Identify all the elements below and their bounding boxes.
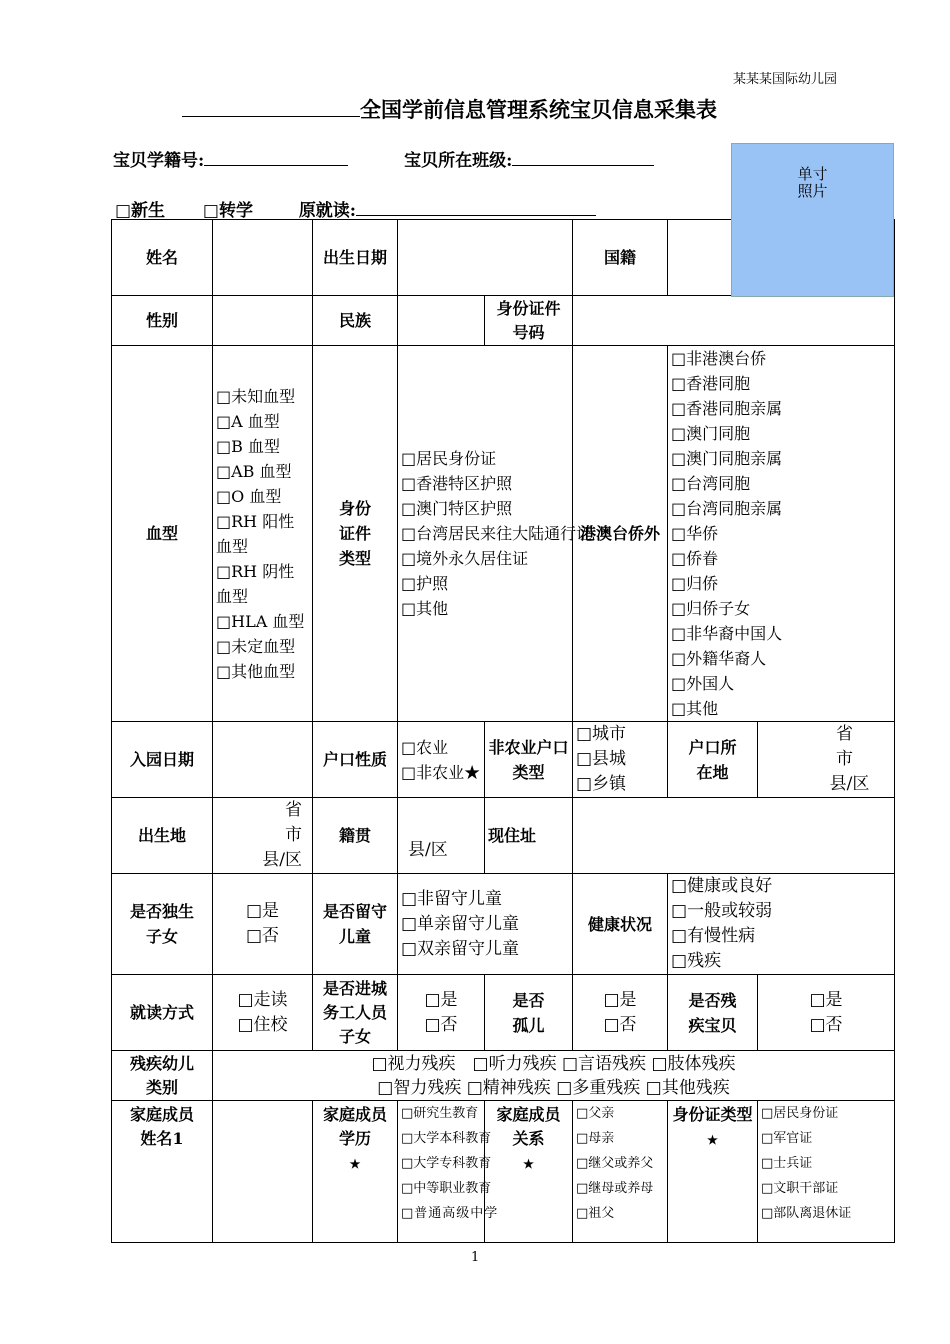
label-orphan: 是否孤儿 [485, 975, 573, 1051]
overseas-opt[interactable]: □香港同胞 [671, 374, 751, 393]
label-health: 健康状况 [573, 874, 668, 975]
hukou-nature-options [398, 722, 485, 798]
label-hukou-location: 户口所在地 [668, 722, 758, 798]
blood-opt[interactable]: □RH 阳性血型 [216, 511, 295, 556]
label-family-relation: 家庭成员关系 ★ [485, 1101, 573, 1243]
native-place-input[interactable]: 县/区 [398, 798, 485, 874]
family-id-opt[interactable]: □部队离退休证 [761, 1206, 852, 1221]
migrant-options [398, 975, 485, 1051]
label-overseas: 港澳台侨外 [573, 346, 668, 722]
overseas-options [668, 346, 895, 722]
left-behind-opt[interactable]: □双亲留守儿童 [401, 938, 520, 959]
label-birth-date: 出生日期 [313, 220, 398, 296]
page-number: 1 [471, 1250, 480, 1265]
family-relation-options [573, 1101, 668, 1243]
label-gender: 性别 [112, 296, 213, 346]
hukou-location-input[interactable]: 省 市 县/区 [758, 722, 895, 798]
hukou-opt[interactable]: □农业 [401, 737, 449, 757]
enroll-date-input[interactable] [213, 722, 313, 798]
label-only-child: 是否独生子女 [112, 874, 213, 975]
disability-line-1[interactable]: □视力残疾 □听力残疾 □言语残疾 □肢体残疾 [371, 1053, 736, 1074]
commute-options [213, 975, 313, 1051]
left-behind-options [398, 874, 573, 975]
student-no-field[interactable] [204, 149, 348, 166]
edu-opt[interactable]: □大学专科教育 [401, 1156, 492, 1171]
edu-opt[interactable]: □中等职业教育 [401, 1181, 492, 1196]
only-child-yes[interactable]: □是 [245, 901, 280, 921]
overseas-opt[interactable]: □外国人 [671, 674, 735, 693]
overseas-opt[interactable]: □台湾同胞 [671, 474, 751, 493]
overseas-opt[interactable]: □香港同胞亲属 [671, 399, 783, 418]
only-child-options [213, 874, 313, 975]
relation-opt[interactable]: □母亲 [576, 1131, 615, 1146]
id-type-options [398, 346, 593, 722]
overseas-opt[interactable]: □非华裔中国人 [671, 624, 783, 643]
blood-opt[interactable]: □未知血型 [216, 386, 296, 406]
prev-school-field[interactable] [356, 199, 596, 216]
label-nonagri-type: 非农业户口类型 [485, 722, 573, 798]
label-native-place: 籍贯 [313, 798, 398, 874]
nonagri-options [573, 722, 668, 798]
label-blood: 血型 [112, 346, 213, 722]
orphan-yes[interactable]: □是 [603, 989, 637, 1010]
only-child-no[interactable]: □否 [245, 926, 280, 946]
disability-line-2[interactable]: □智力残疾 □精神残疾 □多重残疾 □其他残疾 [377, 1077, 730, 1098]
label-address: 现住址 [485, 798, 573, 874]
edu-opt[interactable]: □大学本科教育 [401, 1131, 492, 1146]
page-title: 全国学前信息管理系统宝贝信息采集表 [182, 94, 717, 124]
blood-opt[interactable]: □O 血型 [216, 486, 282, 506]
id-number-input[interactable] [573, 296, 895, 346]
hukou-opt[interactable]: □非农业★ [401, 762, 481, 782]
left-behind-opt[interactable]: □非留守儿童 [401, 888, 503, 909]
label-family-id-type: 身份证类型★ [668, 1101, 758, 1243]
class-field[interactable] [512, 149, 654, 166]
overseas-opt[interactable]: □归侨 [671, 574, 719, 593]
family-id-opt[interactable]: □文职干部证 [761, 1181, 839, 1196]
commute-opt[interactable]: □走读 [237, 989, 288, 1010]
family-id-opt[interactable]: □士兵证 [761, 1156, 813, 1171]
birthplace-input[interactable]: 省 市 县/区 [213, 798, 313, 874]
family-id-type-options [758, 1101, 895, 1243]
label-family-edu: 家庭成员学历 ★ [313, 1101, 398, 1243]
title-blank[interactable] [182, 98, 360, 117]
overseas-opt[interactable]: □华侨 [671, 524, 719, 543]
overseas-opt[interactable]: □外籍华裔人 [671, 649, 767, 668]
overseas-opt[interactable]: □侨眷 [671, 549, 719, 568]
label-name: 姓名 [112, 220, 213, 296]
migrant-no[interactable]: □否 [424, 1014, 458, 1035]
nonagri-opt[interactable]: □城市 [576, 724, 627, 744]
new-student-checkbox[interactable]: □新生 [115, 201, 166, 221]
overseas-opt[interactable]: □归侨子女 [671, 599, 751, 618]
name-input[interactable] [213, 220, 313, 296]
health-options [668, 874, 895, 975]
edu-opt[interactable]: □普通高级中学 [401, 1206, 499, 1221]
id-type-opt[interactable]: □护照 [401, 574, 449, 593]
label-disability-type: 残疾幼儿类别 [112, 1051, 213, 1101]
overseas-opt[interactable]: □台湾同胞亲属 [671, 499, 783, 518]
blood-options [213, 346, 313, 722]
blood-opt[interactable]: □未定血型 [216, 636, 296, 656]
gender-input[interactable] [213, 296, 313, 346]
label-birthplace: 出生地 [112, 798, 213, 874]
orphan-no[interactable]: □否 [603, 1014, 637, 1035]
label-family-member-name: 家庭成员姓名1 [112, 1101, 213, 1243]
info-form-table [111, 219, 895, 1243]
id-type-opt[interactable]: □香港特区护照 [401, 474, 513, 493]
id-type-opt[interactable]: □台湾居民来往大陆通行证 [401, 524, 593, 543]
label-enroll-date: 入园日期 [112, 722, 213, 798]
family-edu-options [398, 1101, 499, 1243]
photo-box[interactable]: 单寸 照片 [731, 143, 894, 297]
label-left-behind: 是否留守儿童 [313, 874, 398, 975]
health-opt[interactable]: □健康或良好 [671, 876, 773, 896]
orphan-options [573, 975, 668, 1051]
label-hukou-nature: 户口性质 [313, 722, 398, 798]
org-name: 某某某国际幼儿园 [732, 72, 837, 87]
label-id-number: 身份证件 号码 [485, 296, 573, 346]
nonagri-opt[interactable]: □县城 [576, 749, 627, 769]
disabled-yes[interactable]: □是 [809, 989, 843, 1010]
commute-opt[interactable]: □住校 [237, 1014, 288, 1035]
relation-opt[interactable]: □继母或养母 [576, 1181, 654, 1196]
relation-opt[interactable]: □父亲 [576, 1106, 615, 1121]
ethnicity-input[interactable] [398, 296, 485, 346]
blood-opt[interactable]: □其他血型 [216, 661, 296, 681]
label-commute: 就读方式 [112, 975, 213, 1051]
header-line-1: 宝贝学籍号: 宝贝所在班级: [113, 146, 654, 171]
label-id-type: 身份证件类型 [313, 346, 398, 722]
label-disabled: 是否残疾宝贝 [668, 975, 758, 1051]
label-ethnicity: 民族 [313, 296, 398, 346]
health-opt[interactable]: □一般或较弱 [671, 901, 773, 921]
relation-opt[interactable]: □祖父 [576, 1206, 615, 1221]
disabled-no[interactable]: □否 [809, 1014, 843, 1035]
relation-opt[interactable]: □继父或养父 [576, 1156, 654, 1171]
disabled-options [758, 975, 895, 1051]
address-input[interactable] [573, 798, 895, 874]
label-nationality: 国籍 [573, 220, 668, 296]
family-id-opt[interactable]: □居民身份证 [761, 1106, 839, 1121]
birth-date-input[interactable] [398, 220, 573, 296]
blood-opt[interactable]: □HLA 血型 [216, 611, 305, 631]
blood-opt[interactable]: □A 血型 [216, 411, 280, 431]
health-opt[interactable]: □有慢性病 [671, 926, 756, 946]
disability-type-options [213, 1051, 895, 1101]
migrant-yes[interactable]: □是 [424, 989, 458, 1010]
overseas-opt[interactable]: □澳门同胞 [671, 424, 751, 443]
edu-opt[interactable]: □研究生教育 [401, 1106, 479, 1121]
header-line-2: □新生 □转学 原就读: [115, 196, 596, 221]
overseas-opt[interactable]: □澳门同胞亲属 [671, 449, 783, 468]
blood-opt[interactable]: □B 血型 [216, 436, 280, 456]
transfer-checkbox[interactable]: □转学 [202, 201, 253, 221]
id-type-opt[interactable]: □澳门特区护照 [401, 499, 513, 518]
id-type-opt[interactable]: □其他 [401, 599, 449, 618]
blood-opt[interactable]: □AB 血型 [216, 461, 292, 481]
id-type-opt[interactable]: □居民身份证 [401, 449, 497, 468]
id-type-opt[interactable]: □境外永久居住证 [401, 549, 529, 568]
nonagri-opt[interactable]: □乡镇 [576, 774, 627, 794]
overseas-opt[interactable]: □其他 [671, 699, 719, 718]
health-opt[interactable]: □残疾 [671, 951, 722, 971]
family-member-name-input[interactable] [213, 1101, 313, 1243]
left-behind-opt[interactable]: □单亲留守儿童 [401, 913, 520, 934]
label-migrant: 是否进城务工人员子女 [313, 975, 398, 1051]
blood-opt[interactable]: □RH 阴性血型 [216, 561, 295, 606]
family-id-opt[interactable]: □军官证 [761, 1131, 813, 1146]
overseas-opt[interactable]: □非港澳台侨 [671, 349, 767, 368]
